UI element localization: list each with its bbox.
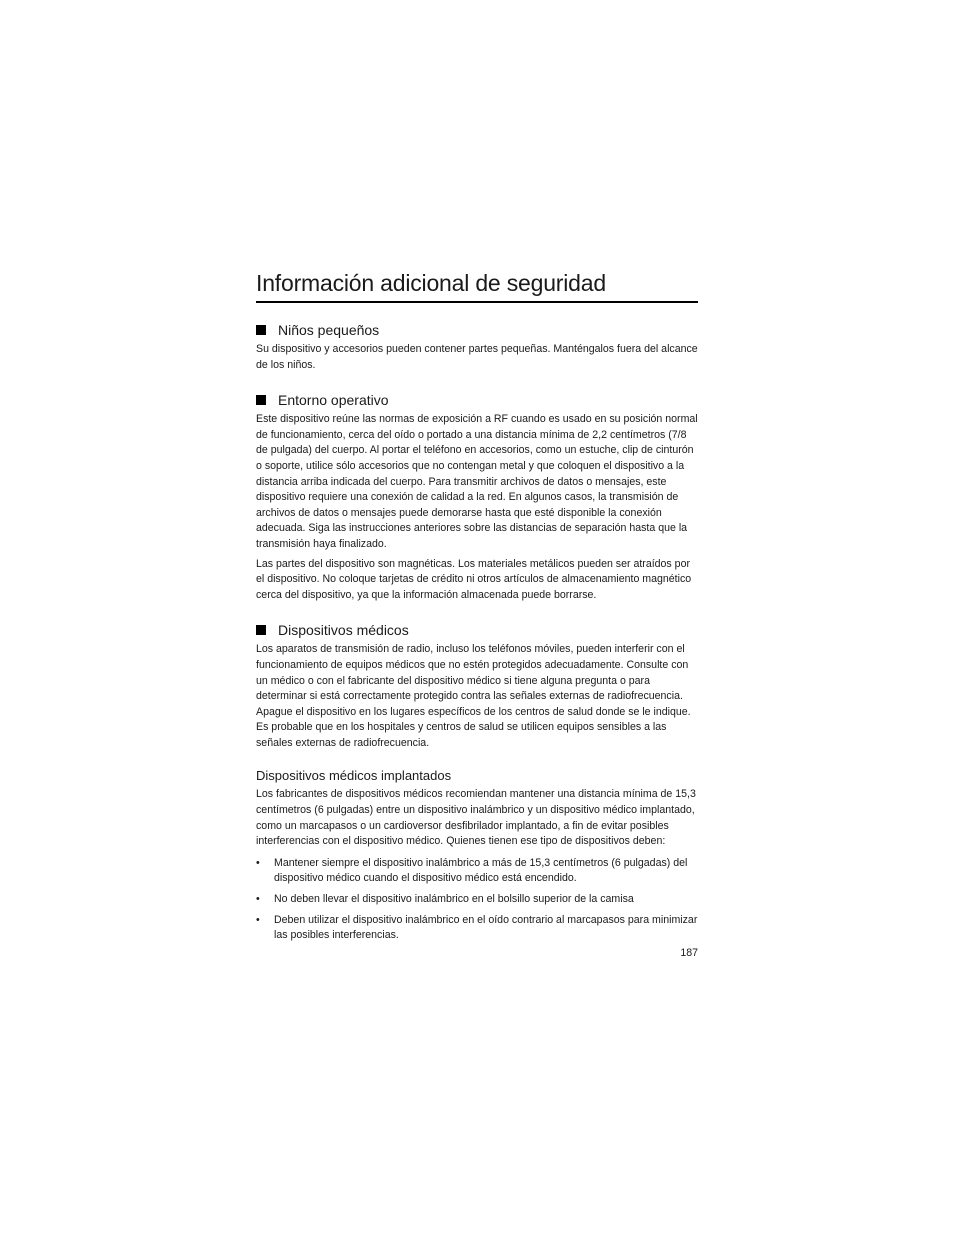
section-ninos-pequenos: [256, 321, 698, 373]
bullet-dot-icon: •: [256, 893, 260, 906]
body-paragraph: Su dispositivo y accesorios pueden contener partes pequeñas. Manténgalos fuera del alcance de los niños.: [256, 343, 698, 371]
body-paragraph: Los fabricantes de dispositivos médicos recomiendan mantener una distancia mínima de 15,3 centímetros (6 pulgadas) entre un dispositivo inalámbrico y un dispositivo médico implantado, como un marcapasos o un cardioversor desfibrilador implantado, a fin de evitar posibles interferencias con el dispositivo médico. Quienes tienen ese tipo de dispositivos deben:: [256, 788, 696, 848]
list-item-text: Mantener siempre el dispositivo inalámbrico a más de 15,3 centímetros (6 pulgadas) del dispositivo médico cuando el dispositivo médico está encendido.: [274, 856, 688, 885]
list-item-text: No deben llevar el dispositivo inalámbrico en el bolsillo superior de la camisa: [274, 893, 634, 906]
body-paragraph: Este dispositivo reúne las normas de exposición a RF cuando es usado en su posición normal de funcionamiento, cerca del oído o portado a una distancia mínima de 2,2 centímetros (7/8 de pulgada) del cuerpo. Al portar el teléfono en accesorios, como un estuche, clip de cinturón o soporte, utilice sólo accesorios que no contengan metal y que coloquen el dispositivo a la distancia arriba indicada del cuerpo. Para transmitir archivos de datos o mensajes, este dispositivo requiere una conexión de calidad a la red. En algunos casos, la transmisión de archivos de datos o mensajes puede demorarse hasta que esté disponible la conexión adecuada. Siga las instrucciones anteriores sobre las distancias de separación hasta que la transmisión haya finalizado.: [256, 413, 698, 550]
page-title: Información adicional de seguridad: [256, 270, 606, 296]
section-heading: [256, 621, 698, 639]
list-item: [256, 892, 698, 908]
square-bullet-icon: [256, 325, 266, 335]
list-item: [256, 856, 698, 887]
body-paragraph: Las partes del dispositivo son magnéticas. Los materiales metálicos pueden ser atraídos por el dispositivo. No coloque tarjetas de crédito ni otros artículos de almacenamiento magnético cerca del dispositivo, ya que la información almacenada puede borrarse.: [256, 557, 692, 601]
section-heading-text: Dispositivos médicos: [278, 622, 409, 639]
section-heading: [256, 391, 698, 409]
section-dispositivos-medicos: [256, 621, 698, 944]
bullet-list: [256, 856, 698, 944]
subsection-heading: Dispositivos médicos implantados: [256, 768, 452, 784]
page-content: [256, 268, 698, 959]
section-heading-text: Niños pequeños: [278, 322, 380, 338]
bullet-dot-icon: •: [256, 913, 260, 926]
title-rule: [256, 301, 698, 303]
section-entorno-operativo: [256, 391, 698, 603]
section-heading: [256, 321, 698, 339]
bullet-dot-icon: •: [256, 856, 260, 869]
list-item-text: Deben utilizar el dispositivo inalámbrico en el oído contrario al marcapasos para minimizar las posibles interferencias.: [274, 913, 698, 942]
page-number: 187: [680, 947, 698, 959]
square-bullet-icon: [256, 625, 266, 635]
list-item: [256, 913, 698, 944]
section-heading-text: Entorno operativo: [278, 392, 389, 409]
body-paragraph: Los aparatos de transmisión de radio, incluso los teléfonos móviles, pueden interferir con el funcionamiento de equipos médicos que no estén protegidos adecuadamente. Consulte con un médico o con el fabricante del dispositivo médico si tiene alguna pregunta o para determinar si está correctamente protegido contra las señales externas de radiofrecuencia. Apague el dispositivo en los lugares específicos de los centros de salud donde se le indique. Es probable que en los hospitales y centros de salud se utilicen equipos sensibles a las señales externas de radiofrecuencia.: [256, 643, 691, 749]
square-bullet-icon: [256, 395, 266, 405]
